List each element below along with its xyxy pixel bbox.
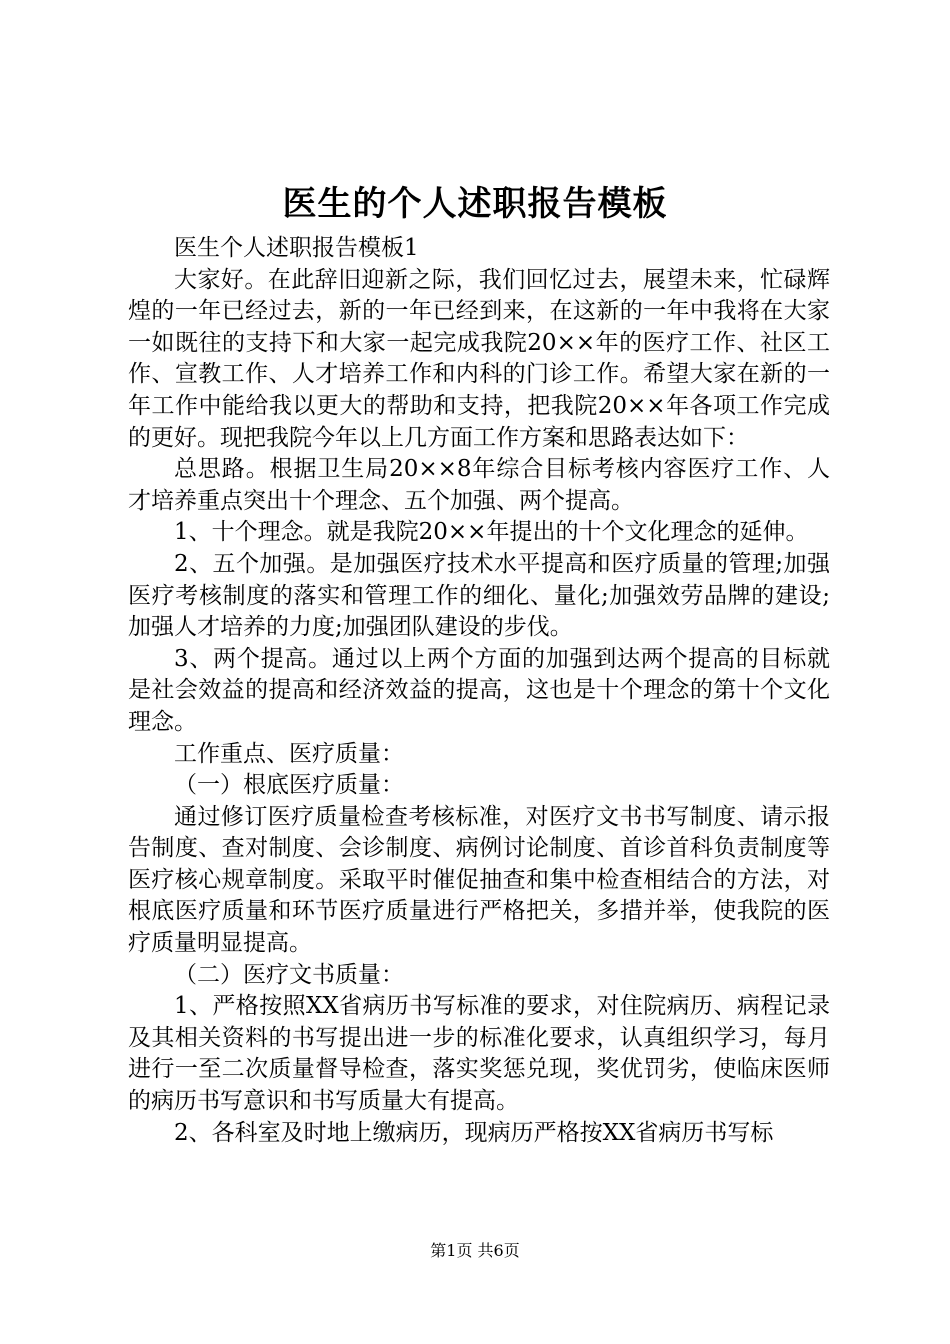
subsection-heading: （一）根底医疗质量：	[174, 772, 404, 799]
body-paragraph: 2、五个加强。是加强医疗技术水平提高和医疗质量的管理;加强医疗考核制度的落实和管理工作的细化、量化;加强效劳品牌的建设;加强人才培养的力度;加强团队建设的步伐。	[128, 550, 830, 641]
body-paragraph: 通过修订医疗质量检查考核标准，对医疗文书书写制度、请示报告制度、查对制度、会诊制度、病例讨论制度、首诊首科负责制度等医疗核心规章制度。采取平时催促抽查和集中检查相结合的方法，对根底医疗质量和环节医疗质量进行严格把关，多措并举，使我院的医疗质量明显提高。	[128, 803, 830, 957]
page-footer: 第1页 共6页	[430, 1241, 520, 1260]
body-paragraph: 3、两个提高。通过以上两个方面的加强到达两个提高的目标就是社会效益的提高和经济效益的提高，这也是十个理念的第十个文化理念。	[128, 645, 830, 735]
subsection-heading: （二）医疗文书质量：	[174, 961, 404, 988]
body-paragraph: 1、严格按照XX省病历书写标准的要求，对住院病历、病程记录及其相关资料的书写提出进一步的标准化要求，认真组织学习，每月进行一至二次质量督导检查，落实奖惩兑现，奖优罚劣，使临床医师的病历书写意识和书写质量大有提高。	[128, 993, 830, 1115]
body-paragraph: 1、十个理念。就是我院20××年提出的十个文化理念的延伸。	[174, 519, 809, 546]
document-body	[128, 233, 830, 1149]
body-paragraph: 大家好。在此辞旧迎新之际，我们回忆过去，展望未来，忙碌辉煌的一年已经过去，新的一年已经到来，在这新的一年中我将在大家一如既往的支持下和大家一起完成我院20××年的医疗工作、社区工作、宣教工作、人才培养工作和内科的门诊工作。希望大家在新的一年工作中能给我以更大的帮助和支持，把我院20××年各项工作完成的更好。现把我院今年以上几方面工作方案和思路表达如下：	[128, 266, 830, 451]
body-paragraph: 2、各科室及时地上缴病历，现病历严格按XX省病历书写标	[174, 1119, 774, 1146]
section-heading: 工作重点、医疗质量：	[174, 740, 404, 767]
subtitle-paragraph: 医生个人述职报告模板1	[174, 235, 419, 261]
document-title: 医生的个人述职报告模板	[282, 184, 668, 224]
body-paragraph: 总思路。根据卫生局20××8年综合目标考核内容医疗工作、人才培养重点突出十个理念、五个加强、两个提高。	[128, 456, 830, 514]
